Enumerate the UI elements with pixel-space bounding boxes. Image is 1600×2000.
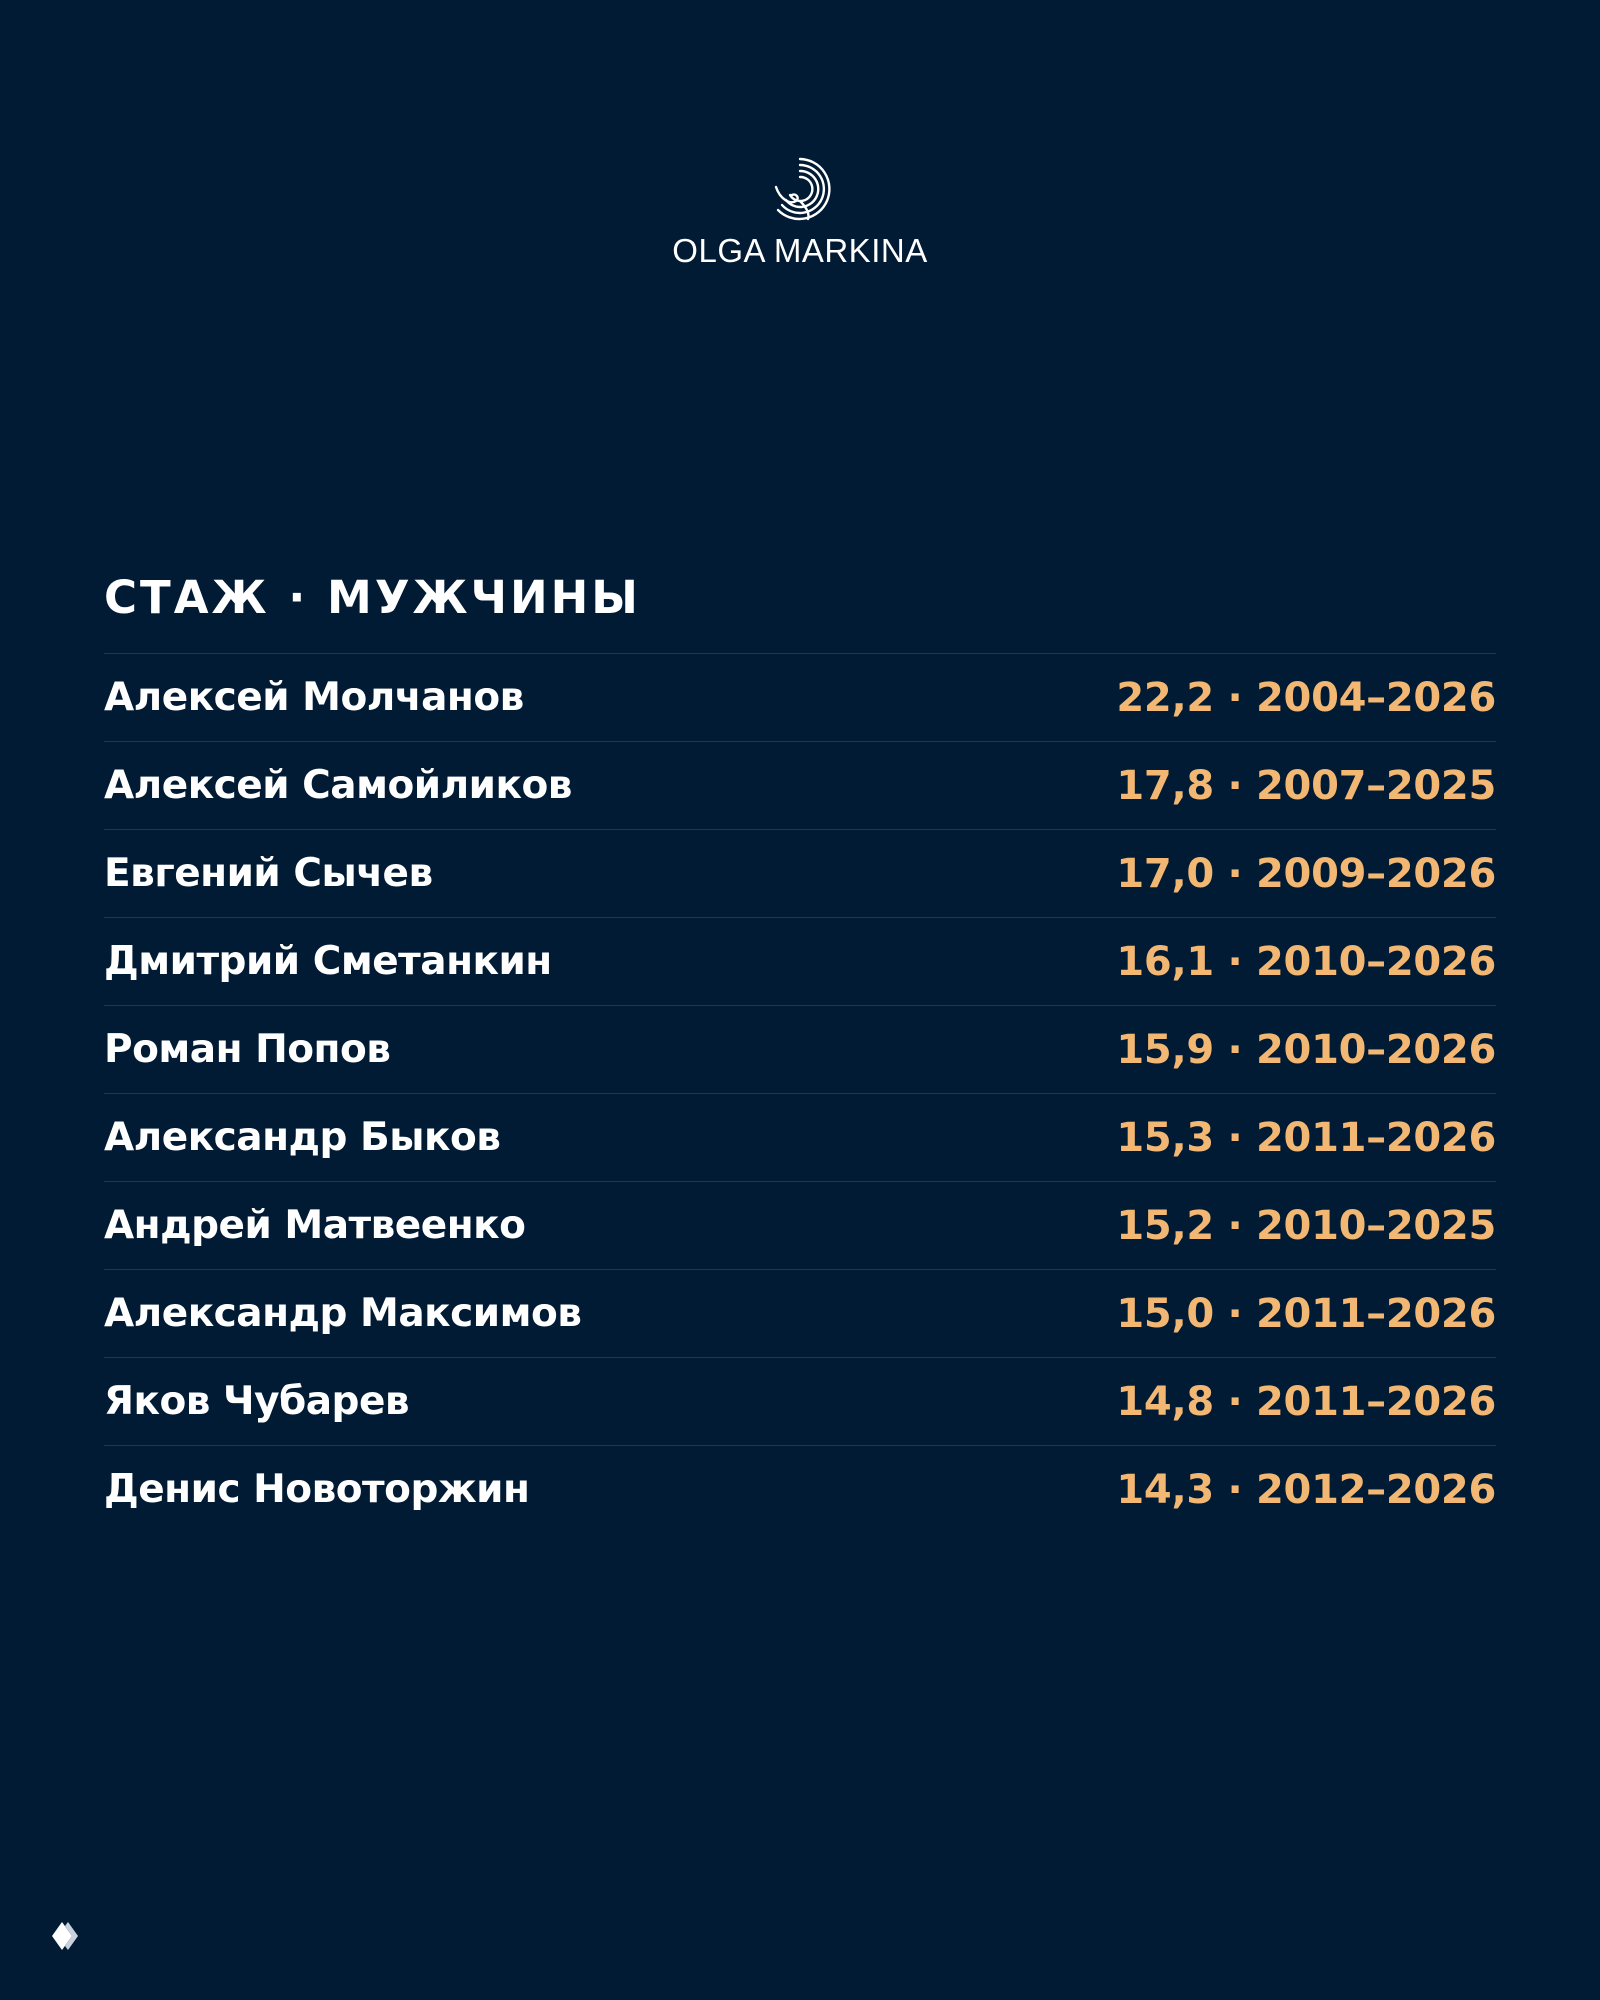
list-item — [104, 742, 1496, 830]
person-name: Яков Чубарев — [104, 1379, 410, 1424]
brand-name: OLGA MARKINA — [672, 232, 928, 269]
brand-logo — [0, 155, 1600, 270]
tenure-value: 14,3 · 2012–2026 — [1116, 1466, 1496, 1513]
tenure-value: 16,1 · 2010–2026 — [1116, 938, 1496, 985]
tenure-value: 15,0 · 2011–2026 — [1116, 1290, 1496, 1337]
diamond-logo-icon — [48, 1920, 80, 1952]
tenure-value: 22,2 · 2004–2026 — [1116, 674, 1496, 721]
tenure-value: 14,8 · 2011–2026 — [1116, 1378, 1496, 1425]
person-name: Денис Новоторжин — [104, 1467, 530, 1512]
person-name: Андрей Матвеенко — [104, 1203, 526, 1248]
person-name: Роман Попов — [104, 1027, 391, 1072]
list-item — [104, 1182, 1496, 1270]
list-item — [104, 654, 1496, 742]
person-name: Евгений Сычев — [104, 851, 433, 896]
person-name: Алексей Молчанов — [104, 675, 524, 720]
spiral-face-icon — [766, 155, 834, 223]
tenure-value: 17,0 · 2009–2026 — [1116, 850, 1496, 897]
list-item — [104, 830, 1496, 918]
list-item — [104, 1006, 1496, 1094]
list-item — [104, 1446, 1496, 1533]
tenure-value: 15,9 · 2010–2026 — [1116, 1026, 1496, 1073]
list-item — [104, 1358, 1496, 1446]
list-item — [104, 1270, 1496, 1358]
list-item — [104, 1094, 1496, 1182]
list-item — [104, 918, 1496, 1006]
page-title: СТАЖ · МУЖЧИНЫ — [104, 571, 641, 624]
tenure-value: 17,8 · 2007–2025 — [1116, 762, 1496, 809]
person-name: Дмитрий Сметанкин — [104, 939, 552, 984]
person-name: Алексей Самойликов — [104, 763, 572, 808]
tenure-value: 15,2 · 2010–2025 — [1116, 1202, 1496, 1249]
tenure-value: 15,3 · 2011–2026 — [1116, 1114, 1496, 1161]
person-name: Александр Максимов — [104, 1291, 582, 1336]
ranking-list — [104, 653, 1496, 1533]
person-name: Александр Быков — [104, 1115, 501, 1160]
